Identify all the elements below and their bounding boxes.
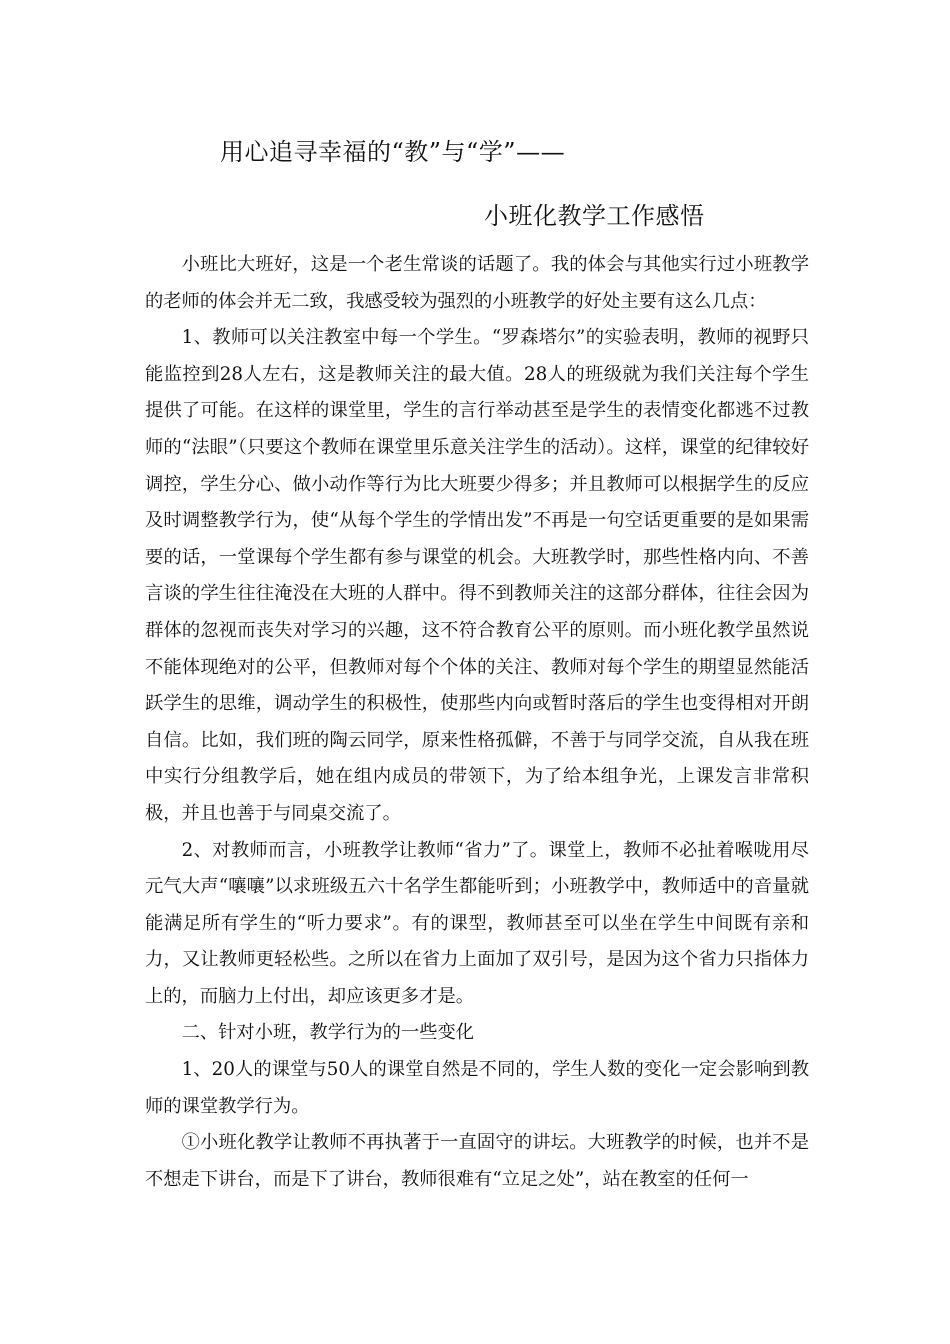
paragraph-point-2: 2、对教师而言，小班教学让教师“省力”了。课堂上，教师不必扯着喉咙用尽元气大声“嚷嚷”以求班级五六十名学生都能听到；小班教学中，教师适中的音量就能满足所有学生的“听力要求”。有的课型，教师甚至可以坐在学生中间既有亲和力，又让教师更轻松些。之所以在省力上面加了双引号，是因为这个省力只指体力上的，而脑力上付出，却应该更多才是。	[145, 839, 809, 1007]
section-heading-2: 二、针对小班，教学行为的一些变化	[181, 1022, 475, 1044]
document-subtitle: 小班化教学工作感悟	[484, 202, 705, 230]
paragraph-section-2-point-1: 1、20人的课堂与50人的课堂自然是不同的，学生人数的变化一定会影响到教师的课堂教学行为。	[145, 1059, 809, 1117]
document-title: 用心追寻幸福的“教”与“学”——	[220, 138, 566, 166]
paragraph-point-1: 1、教师可以关注教室中每一个学生。“罗森塔尔”的实验表明，教师的视野只能监控到28人左右，这是教师关注的最大值。28人的班级就为我们关注每个学生提供了可能。在这样的课堂里，学生的言行举动甚至是学生的表情变化都逃不过教师的“法眼”（只要这个教师在课堂里乐意关注学生的活动）。这样，课堂的纪律较好调控，学生分心、做小动作等行为比大班要少得多；并且教师可以根据学生的反应及时调整教学行为，使“从每个学生的学情出发”不再是一句空话更重要的是如果需要的话，一堂课每个学生都有参与课堂的机会。大班教学时，那些性格内向、不善言谈的学生往往淹没在大班的人群中。得不到教师关注的这部分群体，往往会因为群体的忽视而丧失对学习的兴趣，这不符合教育公平的原则。而小班化教学虽然说不能体现绝对的公平，但教师对每个个体的关注、教师对每个学生的期望显然能活跃学生的思维，调动学生的积极性，使那些内向或暂时落后的学生也变得相对开朗自信。比如，我们班的陶云同学，原来性格孤僻，不善于与同学交流，自从我在班中实行分组教学后，她在组内成员的带领下，为了给本组争光，上课发言非常积极，并且也善于与同桌交流了。	[145, 327, 809, 824]
document-body	[145, 247, 809, 1198]
paragraph-section-2-subpoint-1: ①小班化教学让教师不再执著于一直固守的讲坛。大班教学的时候，也并不是不想走下讲台，而是下了讲台，教师很难有“立足之处”，站在教室的任何一	[145, 1132, 809, 1190]
paragraph-intro: 小班比大班好，这是一个老生常谈的话题了。我的体会与其他实行过小班教学的老师的体会并无二致，我感受较为强烈的小班教学的好处主要有这么几点：	[145, 254, 809, 312]
